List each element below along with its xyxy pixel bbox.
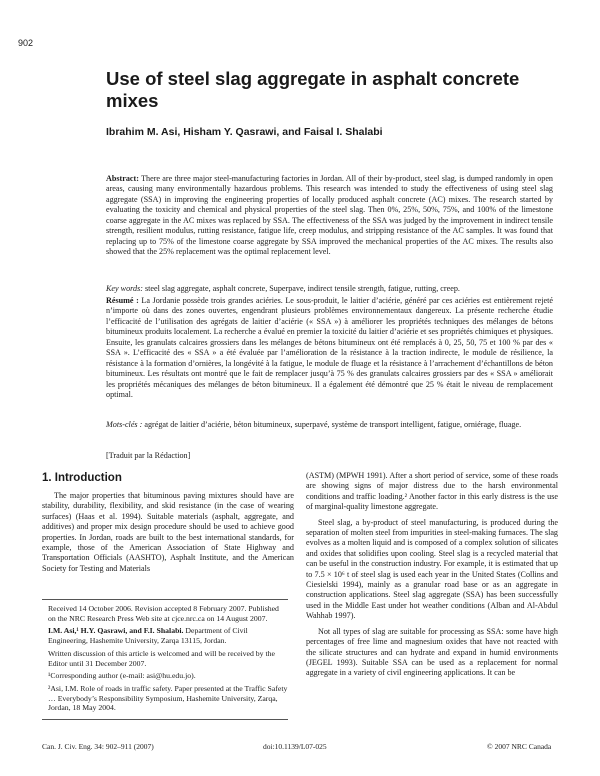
abstract-label: Abstract: <box>106 174 139 183</box>
abstract <box>106 174 553 258</box>
article-title: Use of steel slag aggregate in asphalt concrete mixes <box>106 68 520 111</box>
resume-text: La Jordanie possède trois grandes aciéries. Le sous-produit, le laitier d’aciérie, généré par ces aciéries est entièrement rejeté n’importe où dans des zones ouvertes, engendrant plusieurs problèmes environnementaux dangereux. La présente recherche étudie l’efficacité de l’utilisation des agrégats de laitier d’aciérie (« SSA ») à améliorer les propriétés techniques des mélanges de bétons bitumineux produits localement. La recherche a évalué en premier la toxicité du laitier d’aciérie et ses propriétés chimiques et physiques. Ensuite, les granulats calcaires grossiers dans les mélanges de bétons bitumineux ont été remplacés à 0, 25, 50, 75 et 100 % par des « SSA ». L’efficacité des « SSA » a été évaluée par l’amélioration de la résistance à la traction indirecte, le module de résilience, la résistance à la formation d’ornières, la longévité à la fatigue, le module de fluage et la résistance à l’arrachement d’échantillons de béton bitumineux. Les résultats ont montré que le fait de remplacer jusqu’à 75 % des granulats calcaires grossiers par des « SSA » améliorait les propriétés mécaniques des mélanges de béton bitumineux. Il a également été démontré que 25 % était le niveau de remplacement optimal. <box>106 296 553 400</box>
article-notes <box>42 599 288 720</box>
left-column <box>42 491 294 574</box>
discussion-note: Written discussion of this article is welcomed and will be received by the Editor until 31 December 2007. <box>48 648 275 668</box>
left-paragraph-1: The major properties that bituminous paving mixtures should have are stability, durability, flexibility, and skid resistance (in the case of wearing surfaces) (Haas et al. 1994). Suitable materials (asphalt, aggregate, and additives) and proper mix design procedure should be used to achieve good properties. In Jordan, roads are built to the best international standards, for example, those of the American Association of State Highway and Transportation Officials (AASHTO), Asphalt Institute, and the American Society for Testing and Materials <box>42 491 294 573</box>
footer-doi: doi:10.1139/L07-025 <box>263 742 327 751</box>
mots-cles-label: Mots-clés : <box>106 420 143 429</box>
abstract-text: There are three major steel-manufacturing factories in Jordan. All of their by-product, steel slag, is dumped randomly in open areas, causing many environmentally hazardous problems. This research was intended to study the effectiveness of using steel slag aggregate (SSA) in improving the engineering properties of locally produced asphalt concrete (AC) mixes. The research started by evaluating the toxicity and chemical and physical properties of the steel slag. Then 0%, 25%, 50%, 75%, and 100% of the limestone coarse aggregate in the AC mixes was replaced by SSA. The effectiveness of the SSA was judged by the improvement in indirect tensile strength, resilient modulus, rutting resistance, fatigue life, creep modulus, and stripping resistance of the AC samples. It was found that replacing up to 75% of the limestone coarse aggregate by SSA improved the mechanical properties of the AC mixes. The results also showed that the 25% replacement was the optimal replacement level. <box>106 174 553 257</box>
resume <box>106 296 553 401</box>
footer-journal: Can. J. Civ. Eng. 34: 902–911 (2007) <box>42 742 154 751</box>
resume-label: Résumé : <box>106 296 139 305</box>
footnote-1: ¹Corresponding author (e-mail: asi@hu.edu.jo). <box>48 671 196 681</box>
right-paragraph-1: (ASTM) (MPWH 1991). After a short period of service, some of these roads are showing signs of major distress due to the harsh environmental conditions and traffic loading.² Another factor in this early distress is the use of marginal-quality limestone aggregate. <box>306 471 558 512</box>
keywords-label: Key words: <box>106 284 143 293</box>
footer-copyright: © 2007 NRC Canada <box>487 742 552 751</box>
keywords <box>106 284 553 294</box>
section-heading: 1. Introduction <box>42 472 122 484</box>
author-list: Ibrahim M. Asi, Hisham Y. Qasrawi, and Faisal I. Shalabi <box>106 126 383 138</box>
affiliation-text: Department of Civil Engineering, Hashemite University, Zarqa 13115, Jordan. <box>48 626 248 646</box>
right-column <box>306 471 558 679</box>
right-paragraph-3: Not all types of slag are suitable for processing as SSA: some have high percentages of free lime and magnesium oxides that have not reacted with the silicate structures and can hydrate and expand in humid environments (JEGEL 1993). Suitable SSA can be used as a replacement for normal aggregate in a variety of civil engineering applications. It can be <box>306 626 558 678</box>
affiliation-names: I.M. Asi,¹ H.Y. Qasrawi, and F.I. Shalabi. <box>48 626 184 636</box>
received-note: Received 14 October 2006. Revision accepted 8 February 2007. Published on the NRC Research Press Web site at cjce.nrc.ca on 14 August 2007. <box>48 604 279 623</box>
footnote-2: ²Asi, I.M. Role of roads in traffic safety. Paper presented at the Traffic Safety … Everybody’s Responsibility Symposium, Hashemite University, Zarqa, Jordan, 18 May 2004. <box>48 683 288 713</box>
page-number: 902 <box>18 38 34 48</box>
mots-cles-text: agrégat de laitier d’aciérie, béton bitumineux, superpavé, système de transport intelligent, fatigue, orniérage, fluage. <box>144 420 522 429</box>
translation-note: [Traduit par la Rédaction] <box>106 451 191 460</box>
mots-cles <box>106 420 553 430</box>
right-paragraph-2: Steel slag, a by-product of steel manufacturing, is produced during the separation of molten steel from impurities in steel-making furnaces. The slag evolves as a molten liquid and is composed of a complex solution of silicates and oxides that solidifies upon cooling. Steel slag is a recycled material that can be useful in the construction industry. For example, it is estimated that up to 7.5 × 10⁶ t of steel slag is used each year in the United States (Collins and Ciesielski 1994), mainly as a granular road base or as an aggregate in construction applications. Steel slag aggregate (SSA) has been successfully used in the Middle East under hot weather conditions (Alban and Al-Abdul Wahhab 1997). <box>306 517 558 621</box>
keywords-text: steel slag aggregate, asphalt concrete, Superpave, indirect tensile strength, fatigue, rutting, creep. <box>144 284 460 293</box>
affiliation-note <box>48 626 288 645</box>
